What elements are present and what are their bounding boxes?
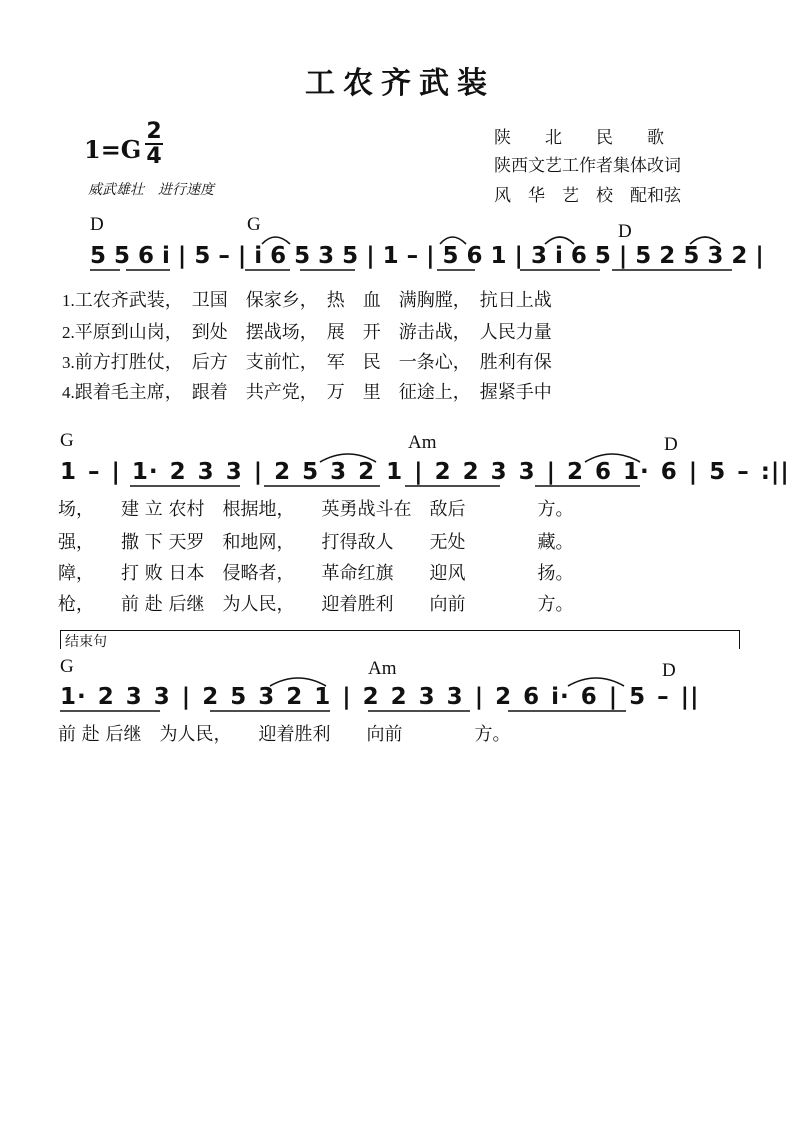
time-signature-bottom: 4 xyxy=(146,144,162,169)
chord-g-3: G xyxy=(60,656,74,677)
credit-line-3: 风 华 艺 校 配和弦 xyxy=(494,186,681,206)
page-title: 工农齐武装 xyxy=(305,66,495,101)
verse-number: 4. xyxy=(62,383,75,402)
chord-d-1: D xyxy=(90,214,104,235)
slur-mark xyxy=(585,454,640,462)
verse-number: 2. xyxy=(62,323,75,342)
notation-row-3: 1· 2 3 3 | 2 5 3 2 1 | 2 2 3 3 | 2 6 i· 6 | 5 – || xyxy=(60,684,700,710)
chord-d-2: D xyxy=(618,221,632,242)
key-signature: 1=G xyxy=(84,135,142,164)
lyric-line-2-2: 强， 撒 下 天罗 和地网， 打得敌人 无处 藏。 xyxy=(58,532,574,553)
verse-number: 1. xyxy=(62,291,75,310)
ending-label: 结束句 xyxy=(65,634,107,650)
slur-mark xyxy=(440,237,466,244)
slur-mark xyxy=(690,237,720,244)
lyric-line-2-1: 场， 建 立 农村 根据地， 英勇战斗在 敌后 方。 xyxy=(58,499,574,520)
tempo-marking: 威武雄壮 进行速度 xyxy=(88,182,214,198)
notation-row-2: 1 – | 1· 2 3 3 | 2 5 3 2 1 | 2 2 3 3 | 2 6 1· 6 | 5 – :|| xyxy=(60,459,790,485)
slur-mark xyxy=(320,454,376,462)
slur-mark xyxy=(545,237,574,244)
time-signature-top: 2 xyxy=(146,119,162,144)
lyric-line-2-3: 障， 打 败 日本 侵略者， 革命红旗 迎风 扬。 xyxy=(58,563,574,584)
lyric-text: 跟着毛主席， 跟着 共产党， 万 里 征途上， 握紧手中 xyxy=(74,382,552,403)
slur-mark xyxy=(270,678,326,686)
chord-d-3: D xyxy=(664,434,678,455)
chord-am-1: Am xyxy=(408,432,437,453)
chord-g-2: G xyxy=(60,430,74,451)
notation-row-1: 5 5 6 i | 5 – | i 6 5 3 5 | 1 – | 5 6 1 | 3 i 6 5 | 5 2 5 3 2 | xyxy=(90,243,765,269)
slur-mark xyxy=(568,678,624,686)
chord-d-4: D xyxy=(662,660,676,681)
credit-line-2: 陕西文艺工作者集体改词 xyxy=(494,156,681,176)
lyric-text: 工农齐武装， 卫国 保家乡， 热 血 满胸膛， 抗日上战 xyxy=(74,290,552,311)
lyric-line-2-4: 枪， 前 赴 后继 为人民， 迎着胜利 向前 方。 xyxy=(58,594,574,615)
chord-g-1: G xyxy=(247,214,261,235)
lyric-text: 前方打胜仗， 后方 支前忙， 军 民 一条心， 胜利有保 xyxy=(74,352,552,373)
credit-line-1: 陕 北 民 歌 xyxy=(494,128,664,148)
lyric-text: 平原到山岗， 到处 摆战场， 展 开 游击战， 人民力量 xyxy=(74,322,552,343)
lyric-line-3: 前 赴 后继 为人民， 迎着胜利 向前 方。 xyxy=(58,724,511,745)
chord-am-2: Am xyxy=(368,658,397,679)
verse-number: 3. xyxy=(62,353,75,372)
slur-mark xyxy=(262,237,290,244)
